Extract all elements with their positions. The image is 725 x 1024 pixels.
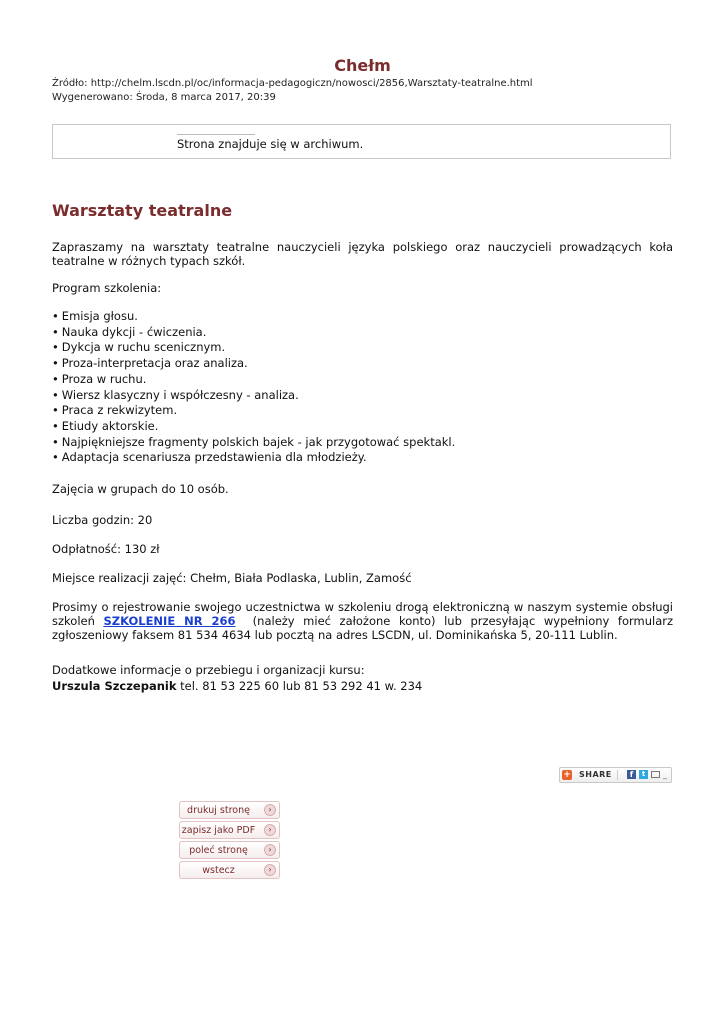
list-item: • Etiudy aktorskie. — [52, 419, 455, 435]
arrow-right-icon: › — [264, 804, 276, 816]
share-label: SHARE — [579, 770, 612, 779]
facebook-icon: f — [627, 770, 636, 779]
plus-icon: + — [563, 770, 571, 780]
program-heading: Program szkolenia: — [52, 281, 162, 295]
action-label: poleć stronę — [189, 845, 248, 856]
list-item: • Proza-interpretacja oraz analiza. — [52, 356, 455, 372]
twitter-icon: t — [639, 770, 648, 779]
generated-date: Wygenerowano: Środa, 8 marca 2017, 20:39 — [52, 92, 276, 103]
list-item: • Wiersz klasyczny i współczesny - analiza. — [52, 388, 455, 404]
back-button[interactable] — [179, 861, 280, 879]
archive-box — [52, 124, 671, 159]
contact-line — [52, 679, 673, 693]
contact-intro: Dodatkowe informacje o przebiegu i organizacji kursu: — [52, 663, 365, 677]
arrow-right-icon: › — [264, 864, 276, 876]
recommend-page-button[interactable] — [179, 841, 280, 859]
archive-notice: Strona znajduje się w archiwum. — [177, 137, 364, 151]
save-pdf-button[interactable] — [179, 821, 280, 839]
list-item: • Nauka dykcji - ćwiczenia. — [52, 325, 455, 341]
more-icon: _ — [663, 770, 667, 779]
list-item: • Emisja głosu. — [52, 309, 455, 325]
program-list — [52, 309, 455, 466]
email-icon — [651, 771, 660, 778]
list-item: • Dykcja w ruchu scenicznym. — [52, 340, 455, 356]
list-item: • Najpiękniejsze fragmenty polskich bajek - jak przygotować spektakl. — [52, 435, 455, 451]
source-url: Źródło: http://chelm.lscdn.pl/oc/informacja-pedagogiczn/nowosci/2856,Warsztaty-teatralne.html — [52, 78, 533, 89]
share-button[interactable] — [559, 767, 672, 783]
locations-text: Miejsce realizacji zajęć: Chełm, Biała Podlaska, Lublin, Zamość — [52, 571, 412, 585]
action-label: drukuj stronę — [187, 805, 250, 816]
arrow-right-icon: › — [264, 824, 276, 836]
list-item: • Praca z rekwizytem. — [52, 403, 455, 419]
fee-text: Odpłatność: 130 zł — [52, 542, 160, 556]
intro-paragraph: Zapraszamy na warsztaty teatralne nauczycieli języka polskiego oraz nauczycieli prowadzących koła teatralne w różnych typach szkół. — [52, 240, 673, 268]
print-page-button[interactable] — [179, 801, 280, 819]
registration-paragraph — [52, 600, 673, 642]
registration-text: Prosimy o rejestrowanie swojego uczestnictwa w szkoleniu drogą elektroniczną w naszym systemie obsługi szkoleń — [52, 600, 673, 628]
registration-text-continued: (należy mieć założone konto) lub przesyłając wypełniony formularz zgłoszeniowy faksem 81 534 4634 lub pocztą na adres LSCDN, ul. Dominikańska 5, 20-111 Lublin. — [52, 614, 674, 642]
article-title: Warsztaty teatralne — [52, 201, 233, 220]
contact-phones: tel. 81 53 225 60 lub 81 53 292 41 w. 234 — [180, 679, 423, 693]
group-size-text: Zajęcia w grupach do 10 osób. — [52, 482, 229, 496]
action-label: wstecz — [202, 865, 235, 876]
share-separator — [617, 770, 618, 780]
action-label: zapisz jako PDF — [181, 825, 256, 836]
hours-text: Liczba godzin: 20 — [52, 513, 153, 527]
page-title: Chełm — [334, 56, 391, 75]
list-item: • Adaptacja scenariusza przedstawienia dla młodzieży. — [52, 450, 455, 466]
arrow-right-icon: › — [264, 844, 276, 856]
contact-name: Urszula Szczepanik — [52, 679, 177, 693]
course-link[interactable]: SZKOLENIE NR 266 — [103, 614, 236, 628]
archive-divider — [177, 134, 255, 135]
list-item: • Proza w ruchu. — [52, 372, 455, 388]
